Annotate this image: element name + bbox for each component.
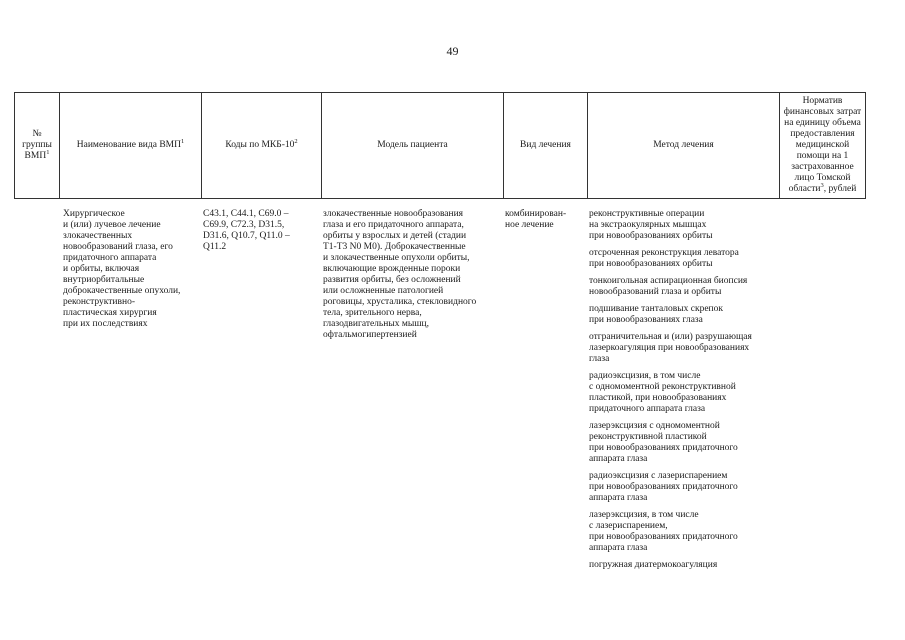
header-patient-model: Модель пациента [322,93,504,199]
cell-financial-norm [779,209,865,577]
method-item: отграничительная и (или) разрушающая лазеркоагуляция при новообразованиях глаза [589,332,752,364]
cell-treatment-methods [587,209,779,577]
method-item: погружная диатермокоагуляция [589,560,718,570]
table-row [14,209,865,577]
cell-group-number [14,209,59,577]
cell-patient-model: злокачественные новообразования глаза и его придаточного аппарата, орбиты у взрослых и детей (стадии Т1-Т3 N0 M0). Доброкачественные и злокачественные опухоли орбиты, включающие врожденные пороки развития орбиты, без осложнений или осложненные патологией роговицы, хрусталика, стекловидного тела, зрительного нерва, глазодвигательных мышц, офтальмогипертензией [323,209,477,340]
header-vmp-name: Наименование вида ВМП$^1$ [60,93,202,199]
method-item: тонкоигольная аспирационная биопсия новообразований глаза и орбиты [589,276,748,297]
method-item: лазерэксцизия с одномоментной реконструктивной пластикой при новообразованиях придаточного аппарата глаза [589,421,738,464]
header-financial-norm: Норматив финансовых затрат на единицу объема предоставления медицинской помощи на 1 застрахованное лицо Томской области$^3$, рублей [780,93,866,199]
method-item: подшивание танталовых скрепок при новообразованиях глаза [589,304,723,325]
method-item: лазерэксцизия, в том числе с лазериспарением, при новообразованиях придаточного аппарата глаза [589,510,738,553]
table-body [14,209,865,577]
header-treatment-type: Вид лечения [504,93,588,199]
method-item: отсроченная реконструкция леватора при новообразованиях орбиты [589,248,739,269]
page-number: 49 [446,44,459,58]
cell-vmp-name: Хирургическое и (или) лучевое лечение злокачественных новообразований глаза, его придаточного аппарата и орбиты, включая внутриорбитальные доброкачественные опухоли, реконструктивно- пластическая хирургия при их последствиях [63,209,181,329]
method-item: радиоэксцизия с лазериспарением при новообразованиях придаточного аппарата глаза [589,471,738,503]
header-icd-codes: Коды по МКБ-$10^2$ [202,93,322,199]
cell-treatment-type: комбинирован- ное лечение [505,209,567,230]
method-item: радиоэксцизия, в том числе с одномоментной реконструктивной пластикой, при новообразованиях придаточного аппарата глаза [589,371,736,414]
method-item: реконструктивные операции на экстраокулярных мышцах при новообразованиях орбиты [589,209,713,241]
header-group-number: № группы ВМП$^1$ [15,93,60,199]
cell-icd-codes: С43.1, С44.1, С69.0 – С69.9, С72.3, D31.5, D31.6, Q10.7, Q11.0 – Q11.2 [203,209,290,252]
header-treatment-method: Метод лечения [588,93,780,199]
table-header [14,92,866,199]
